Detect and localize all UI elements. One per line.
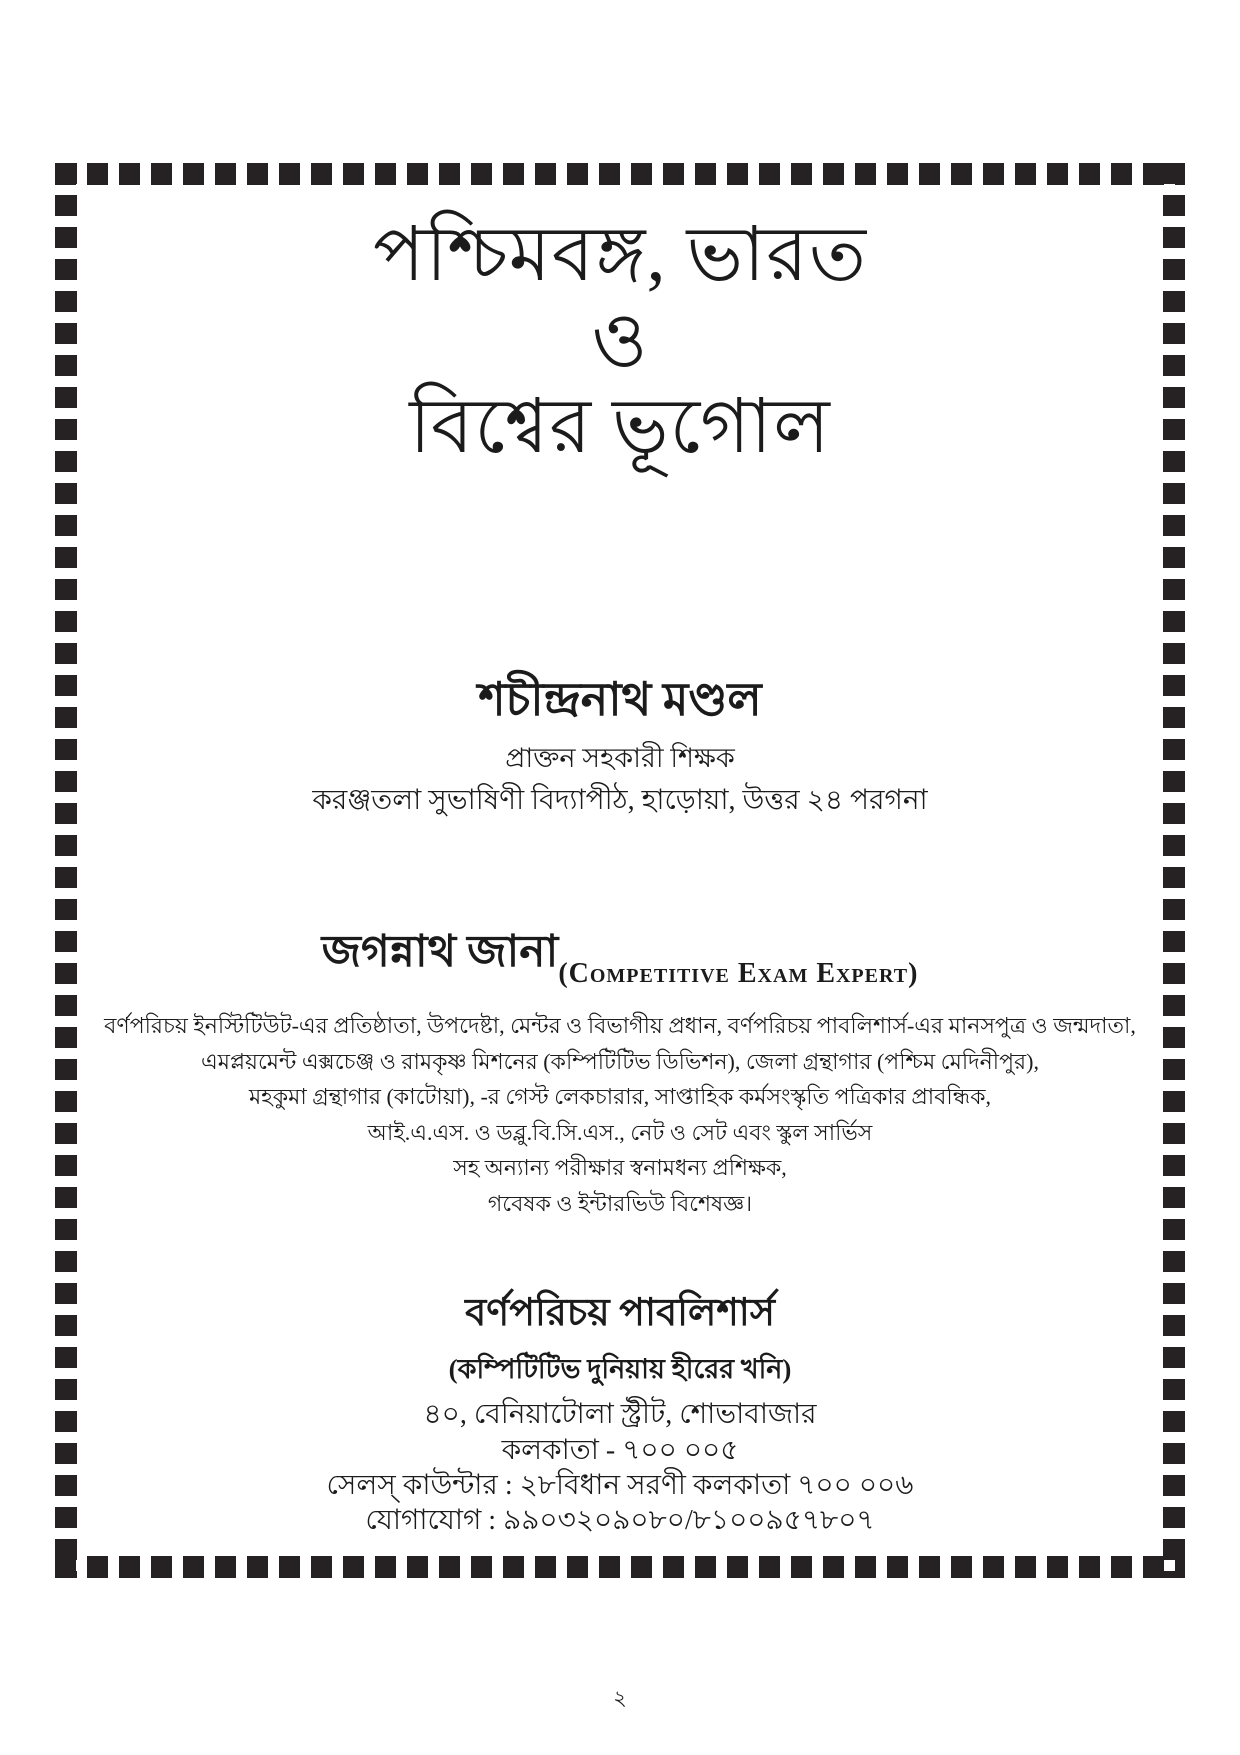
bio-line: বর্ণপরিচয় ইনস্টিটিউট-এর প্রতিষ্ঠাতা, উপদেষ্টা, মেন্টর ও বিভাগীয় প্রধান, বর্ণপরিচয় পাবলিশার্স-এর মানসপুত্র ও জন্মদাতা, bbox=[104, 1013, 1136, 1038]
book-title-line-1: পশ্চিমবঙ্গ, ভারত bbox=[372, 213, 868, 297]
bio-line: মহকুমা গ্রন্থাগার (কাটোয়া), -র গেস্ট লেকচারার, সাপ্তাহিক কর্মসংস্কৃতি পত্রিকার প্রাবন্ধিক, bbox=[248, 1084, 992, 1109]
book-title-line-3: বিশ্বের ভূগোল bbox=[409, 385, 831, 469]
publisher-tagline: (কম্পিটিটিভ দুনিয়ায় হীরের খনি) bbox=[448, 1354, 792, 1384]
publisher-address-line1: ৪০, বেনিয়াটোলা স্ট্রীট, শোভাবাজার bbox=[423, 1399, 817, 1430]
publisher-contact: যোগাযোগ : ৯৯০৩২০৯০৮০/৮১০০৯৫৭৮০৭ bbox=[365, 1505, 875, 1536]
author2-name: জগন্নাথ জানা bbox=[321, 927, 559, 976]
border-left bbox=[55, 163, 77, 1578]
bio-line: আই.এ.এস. ও ডব্লু.বি.সি.এস., নেট ও সেট এবং স্কুল সার্ভিস bbox=[367, 1119, 873, 1145]
book-title-line-2: ও bbox=[591, 299, 649, 383]
publisher-sales-counter: সেলস্ কাউন্টার : ২৮বিধান সরণী কলকাতা ৭০০ ০০৬ bbox=[326, 1470, 914, 1501]
page-number: ২ bbox=[613, 1686, 627, 1710]
book-title bbox=[80, 212, 1160, 470]
bio-line: সহ অন্যান্য পরীক্ষার স্বনামধন্য প্রশিক্ষক, bbox=[453, 1155, 787, 1180]
author1-role: প্রাক্তন সহকারী শিক্ষক bbox=[505, 743, 735, 773]
border-top bbox=[55, 163, 1185, 185]
border-bottom bbox=[55, 1556, 1185, 1578]
publisher-name: বর্ণপরিচয় পাবলিশার্স bbox=[465, 1292, 775, 1334]
bio-line: গবেষক ও ইন্টারভিউ বিশেষজ্ঞ। bbox=[487, 1190, 753, 1216]
author2-tag: (Competitive Exam Expert) bbox=[558, 958, 919, 989]
author1-institution: করঞ্জতলা সুভাষিণী বিদ্যাপীঠ, হাড়োয়া, উত্তর ২৪ পরগনা bbox=[312, 785, 928, 816]
bio-line: এমপ্লয়মেন্ট এক্সচেঞ্জ ও রামকৃষ্ণ মিশনের (কম্পিটিটিভ ডিভিশন), জেলা গ্রন্থাগার (পশ্চিম মেদিনীপুর), bbox=[201, 1048, 1039, 1074]
author2-line bbox=[80, 927, 1160, 989]
author2-bio bbox=[80, 1008, 1160, 1221]
author1-name: শচীন্দ্রনাথ মণ্ডল bbox=[478, 674, 762, 725]
publisher-address-line2: কলকাতা - ৭০০ ০০৫ bbox=[501, 1435, 739, 1466]
border-right bbox=[1163, 163, 1185, 1578]
